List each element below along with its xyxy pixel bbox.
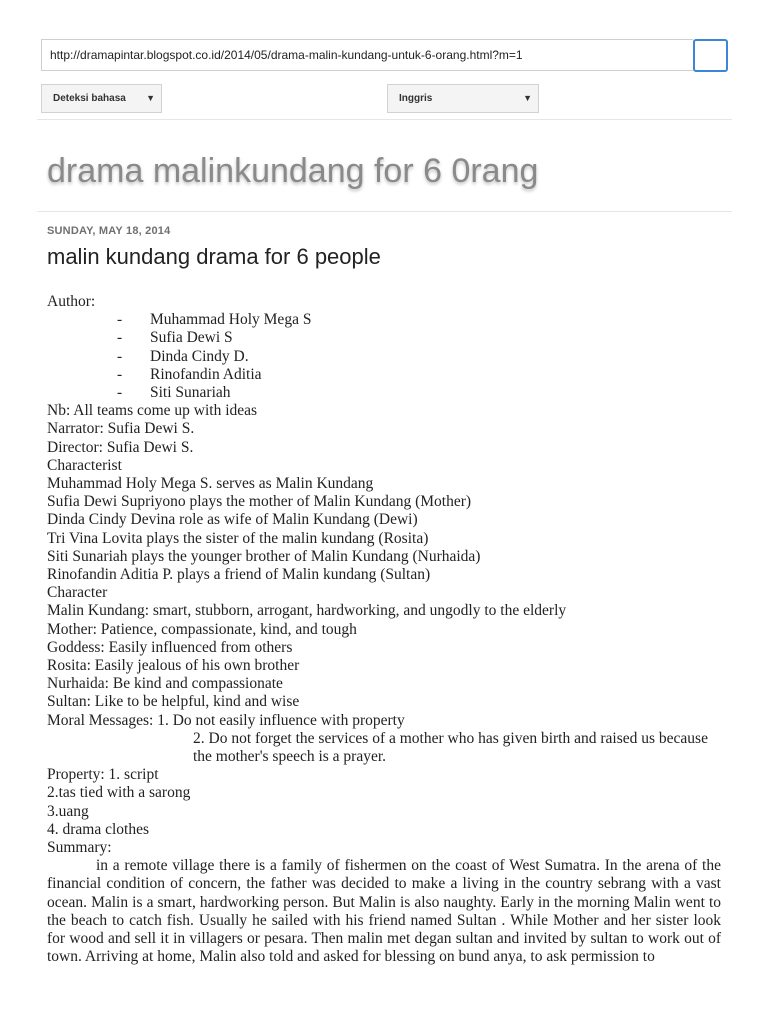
author-name: Siti Sunariah [150,383,231,401]
character-line: Malin Kundang: smart, stubborn, arrogant, hardworking, and ungodly to the elderly [47,602,567,620]
cast-line: Rinofandin Aditia P. plays a friend of Malin kundang (Sultan) [47,565,431,583]
author-item [47,329,727,347]
post-title: malin kundang drama for 6 people [47,244,381,269]
author-item [47,384,727,402]
author-heading: Author: [47,293,96,310]
post-body [47,293,727,966]
url-input[interactable]: http://dramapintar.blogspot.co.id/2014/05/drama-malin-kundang-untuk-6-orang.html?m=1 [41,39,693,71]
header-divider [37,211,732,212]
property-line: Property: 1. script [47,766,159,784]
summary-paragraph: in a remote village there is a family of fishermen on the coast of West Sumatra. In the arena of the financial condition of concern, the father was decided to make a living in the country sebrang with a vast ocean. Malin is a smart, hardworking person. But Malin is also naughty. Early in the morning Malin went to the beach to catch fish. Usually he sailed with his friend named Sultan . While Mother and her sister look for wood and sell it in villagers or pesara. Then malin met degan sultan and invited by sultan to work out of town. Arriving at home, Malin also told and asked for blessing on bund anya, to ask permission to [47,857,721,966]
characterist-heading: Characterist [47,456,122,474]
character-line: Rosita: Easily jealous of his own brother [47,656,300,674]
source-language-label: Deteksi bahasa [53,93,126,104]
post-date: SUNDAY, MAY 18, 2014 [47,225,171,237]
target-language-label: Inggris [399,93,433,104]
author-name: Muhammad Holy Mega S [150,311,312,329]
cast-line: Siti Sunariah plays the younger brother of Malin Kundang (Nurhaida) [47,547,481,565]
character-line: Mother: Patience, compassionate, kind, and tough [47,620,357,638]
author-bullet: - [117,329,123,347]
cast-line: Dinda Cindy Devina role as wife of Malin Kundang (Dewi) [47,511,418,529]
source-language-select[interactable] [41,84,162,113]
blog-title[interactable]: drama malinkundang for 6 0rang [47,152,539,190]
character-line: Sultan: Like to be helpful, kind and wise [47,693,300,711]
target-language-select[interactable] [387,84,539,113]
author-name: Dinda Cindy D. [150,347,249,365]
author-bullet: - [117,347,123,365]
author-bullet: - [117,311,123,329]
notes-line: Nb: All teams come up with ideas [47,402,258,420]
dropdown-arrow-icon: ▼ [523,93,532,103]
author-bullet: - [117,365,123,383]
author-item [47,366,727,384]
author-item [47,311,727,329]
author-item [47,348,727,366]
dropdown-arrow-icon: ▼ [146,93,155,103]
property-line: 4. drama clothes [47,820,150,838]
character-line: Nurhaida: Be kind and compassionate [47,675,283,693]
moral-message-1: Moral Messages: 1. Do not easily influence with property [47,711,405,729]
author-name: Sufia Dewi S [150,329,233,347]
author-name: Rinofandin Aditia [150,365,262,383]
character-heading: Character [47,584,108,602]
director-line: Director: Sufia Dewi S. [47,438,194,456]
moral-message-2: 2. Do not forget the services of a mother who has given birth and raised us because the mother's speech is a prayer. [193,729,708,765]
summary-heading: Summary: [47,839,112,857]
cast-line: Tri Vina Lovita plays the sister of the malin kundang (Rosita) [47,529,429,547]
toolbar-divider [37,119,732,120]
cast-line: Sufia Dewi Supriyono plays the mother of Malin Kundang (Mother) [47,493,472,511]
property-line: 2.tas tied with a sarong [47,784,191,802]
author-bullet: - [117,383,123,401]
translate-go-button[interactable] [693,39,728,72]
cast-line: Muhammad Holy Mega S. serves as Malin Kundang [47,474,374,492]
character-line: Goddess: Easily influenced from others [47,638,293,656]
property-line: 3.uang [47,802,89,820]
narrator-line: Narrator: Sufia Dewi S. [47,420,195,438]
